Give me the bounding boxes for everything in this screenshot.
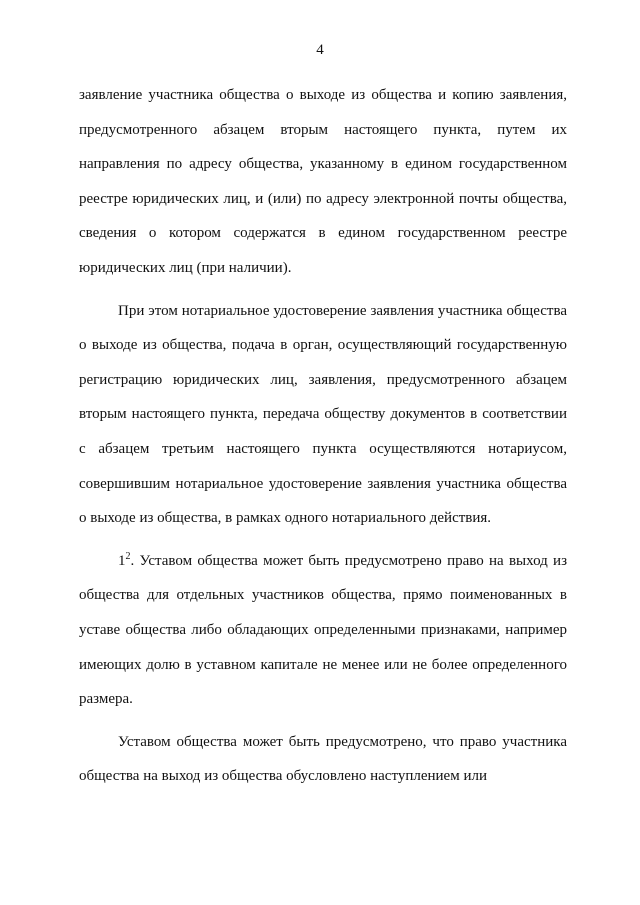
page-number: 4: [316, 42, 324, 58]
document-body: [79, 78, 567, 794]
paragraph-continuation: заявление участника общества о выходе из общества и копию заявления, предусмотренного абзацем вторым настоящего пункта, путем их направления по адресу общества, указанному в едином государственном реестре юридических лиц, и (или) по адресу электронной почты общества, сведения о котором содержатся в едином государственном реестре юридических лиц (при наличии).: [79, 87, 567, 276]
clause-text: . Уставом общества может быть предусмотрено право на выход из общества для отдельных участников общества, прямо поименованных в уставе общества либо обладающих определенными признаками, например имеющих долю в уставном капитале не менее или не более определенного размера.: [79, 552, 567, 708]
clause-number: 1: [118, 552, 126, 569]
clause-number-superscript: 2: [125, 550, 131, 562]
paragraph-notary-certification: При этом нотариальное удостоверение заявления участника общества о выходе из общества, подача в орган, осуществляющий государственную регистрацию юридических лиц, заявления, предусмотренного абзацем вторым настоящего пункта, передача обществу документов в соответствии с абзацем третьим настоящего пункта осуществляются нотариусом, совершившим нотариальное удостоверение заявления участника общества о выходе из общества, в рамках одного нотариального действия.: [79, 302, 567, 527]
paragraph-clause-1-2: [79, 544, 567, 717]
paragraph-exit-right-condition: Уставом общества может быть предусмотрено, что право участника общества на выход из общества обусловлено наступлением или: [79, 733, 567, 785]
